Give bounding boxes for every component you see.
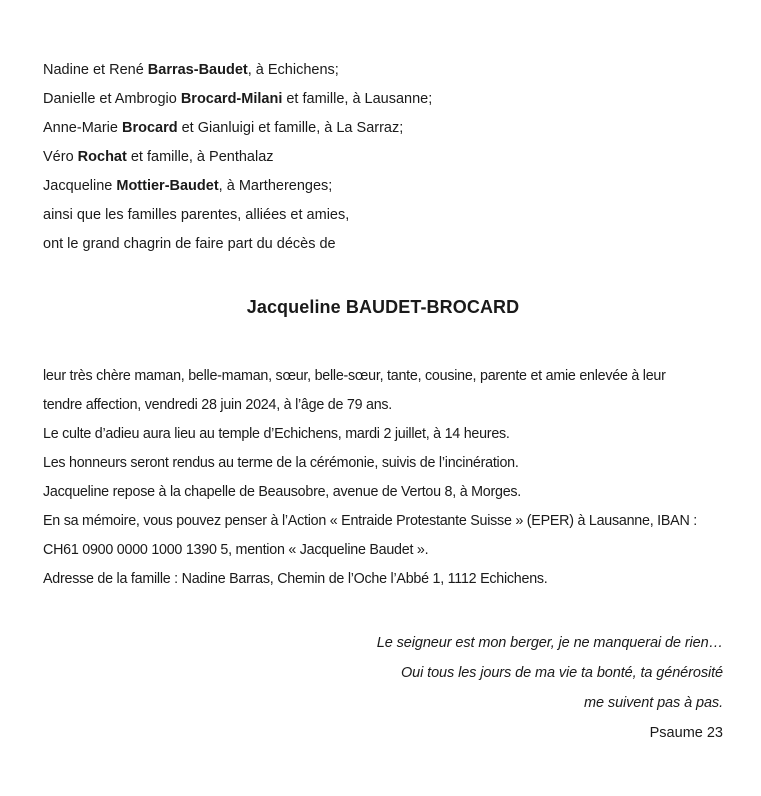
- family-surname: Brocard: [121, 120, 178, 136]
- intro-line: [43, 85, 723, 114]
- body-line: Jacqueline repose à la chapelle de Beausobre, avenue de Vertou 8, à Morges.: [43, 484, 522, 500]
- body-line: tendre affection, vendredi 28 juin 2024, à l’âge de 79 ans.: [43, 397, 393, 413]
- intro-line-prefix: Nadine et René: [43, 62, 148, 78]
- body-line: Les honneurs seront rendus au terme de la cérémonie, suivis de l’incinération.: [43, 455, 519, 471]
- intro-line-suffix: et famille, à Penthalaz: [126, 149, 274, 165]
- intro-line-suffix: et famille, à Lausanne;: [282, 91, 433, 107]
- intro-line-prefix: Jacqueline: [43, 178, 117, 194]
- family-intro-list: [43, 56, 723, 259]
- psalm-line: me suivent pas à pas.: [584, 695, 723, 711]
- intro-line-suffix: et Gianluigi et famille, à La Sarraz;: [177, 120, 404, 136]
- intro-line: [43, 143, 723, 172]
- deceased-name-title: Jacqueline BAUDET-BROCARD: [246, 297, 520, 317]
- body-line: En sa mémoire, vous pouvez penser à l’Action « Entraide Protestante Suisse » (EPER) à Lausanne, IBAN :: [43, 513, 697, 529]
- psalm-line: Le seigneur est mon berger, je ne manquerai de rien…: [376, 635, 723, 651]
- intro-line: [43, 172, 723, 201]
- family-surname: Brocard-Milani: [180, 91, 283, 107]
- intro-line: [43, 114, 723, 143]
- intro-line-prefix: Anne-Marie: [43, 120, 122, 136]
- intro-line: [43, 201, 723, 230]
- intro-line: [43, 56, 723, 85]
- intro-line-suffix: , à Echichens;: [247, 62, 339, 78]
- family-surname: Rochat: [77, 149, 127, 165]
- intro-line-prefix: ont le grand chagrin de faire part du décès de: [43, 236, 336, 252]
- body-line: leur très chère maman, belle-maman, sœur, belle-sœur, tante, cousine, parente et amie enlevée à leur: [43, 368, 666, 384]
- body-line: CH61 0900 0000 1000 1390 5, mention « Jacqueline Baudet ».: [43, 542, 429, 558]
- intro-line-suffix: , à Martherenges;: [218, 178, 333, 194]
- intro-line-prefix: Véro: [43, 149, 78, 165]
- psalm-line: Oui tous les jours de ma vie ta bonté, ta générosité: [400, 665, 723, 681]
- intro-line: [43, 230, 723, 259]
- family-surname: Barras-Baudet: [147, 62, 248, 78]
- family-surname: Mottier-Baudet: [116, 178, 219, 194]
- body-line: Adresse de la famille : Nadine Barras, Chemin de l’Oche l’Abbé 1, 1112 Echichens.: [43, 571, 548, 587]
- intro-line-prefix: ainsi que les familles parentes, alliées et amies,: [43, 207, 350, 223]
- psalm-attribution: Psaume 23: [649, 725, 723, 741]
- announcement-body: [43, 362, 723, 594]
- psalm-quote: [43, 628, 723, 748]
- body-line: Le culte d’adieu aura lieu au temple d’Echichens, mardi 2 juillet, à 14 heures.: [43, 426, 510, 442]
- intro-line-prefix: Danielle et Ambrogio: [43, 91, 181, 107]
